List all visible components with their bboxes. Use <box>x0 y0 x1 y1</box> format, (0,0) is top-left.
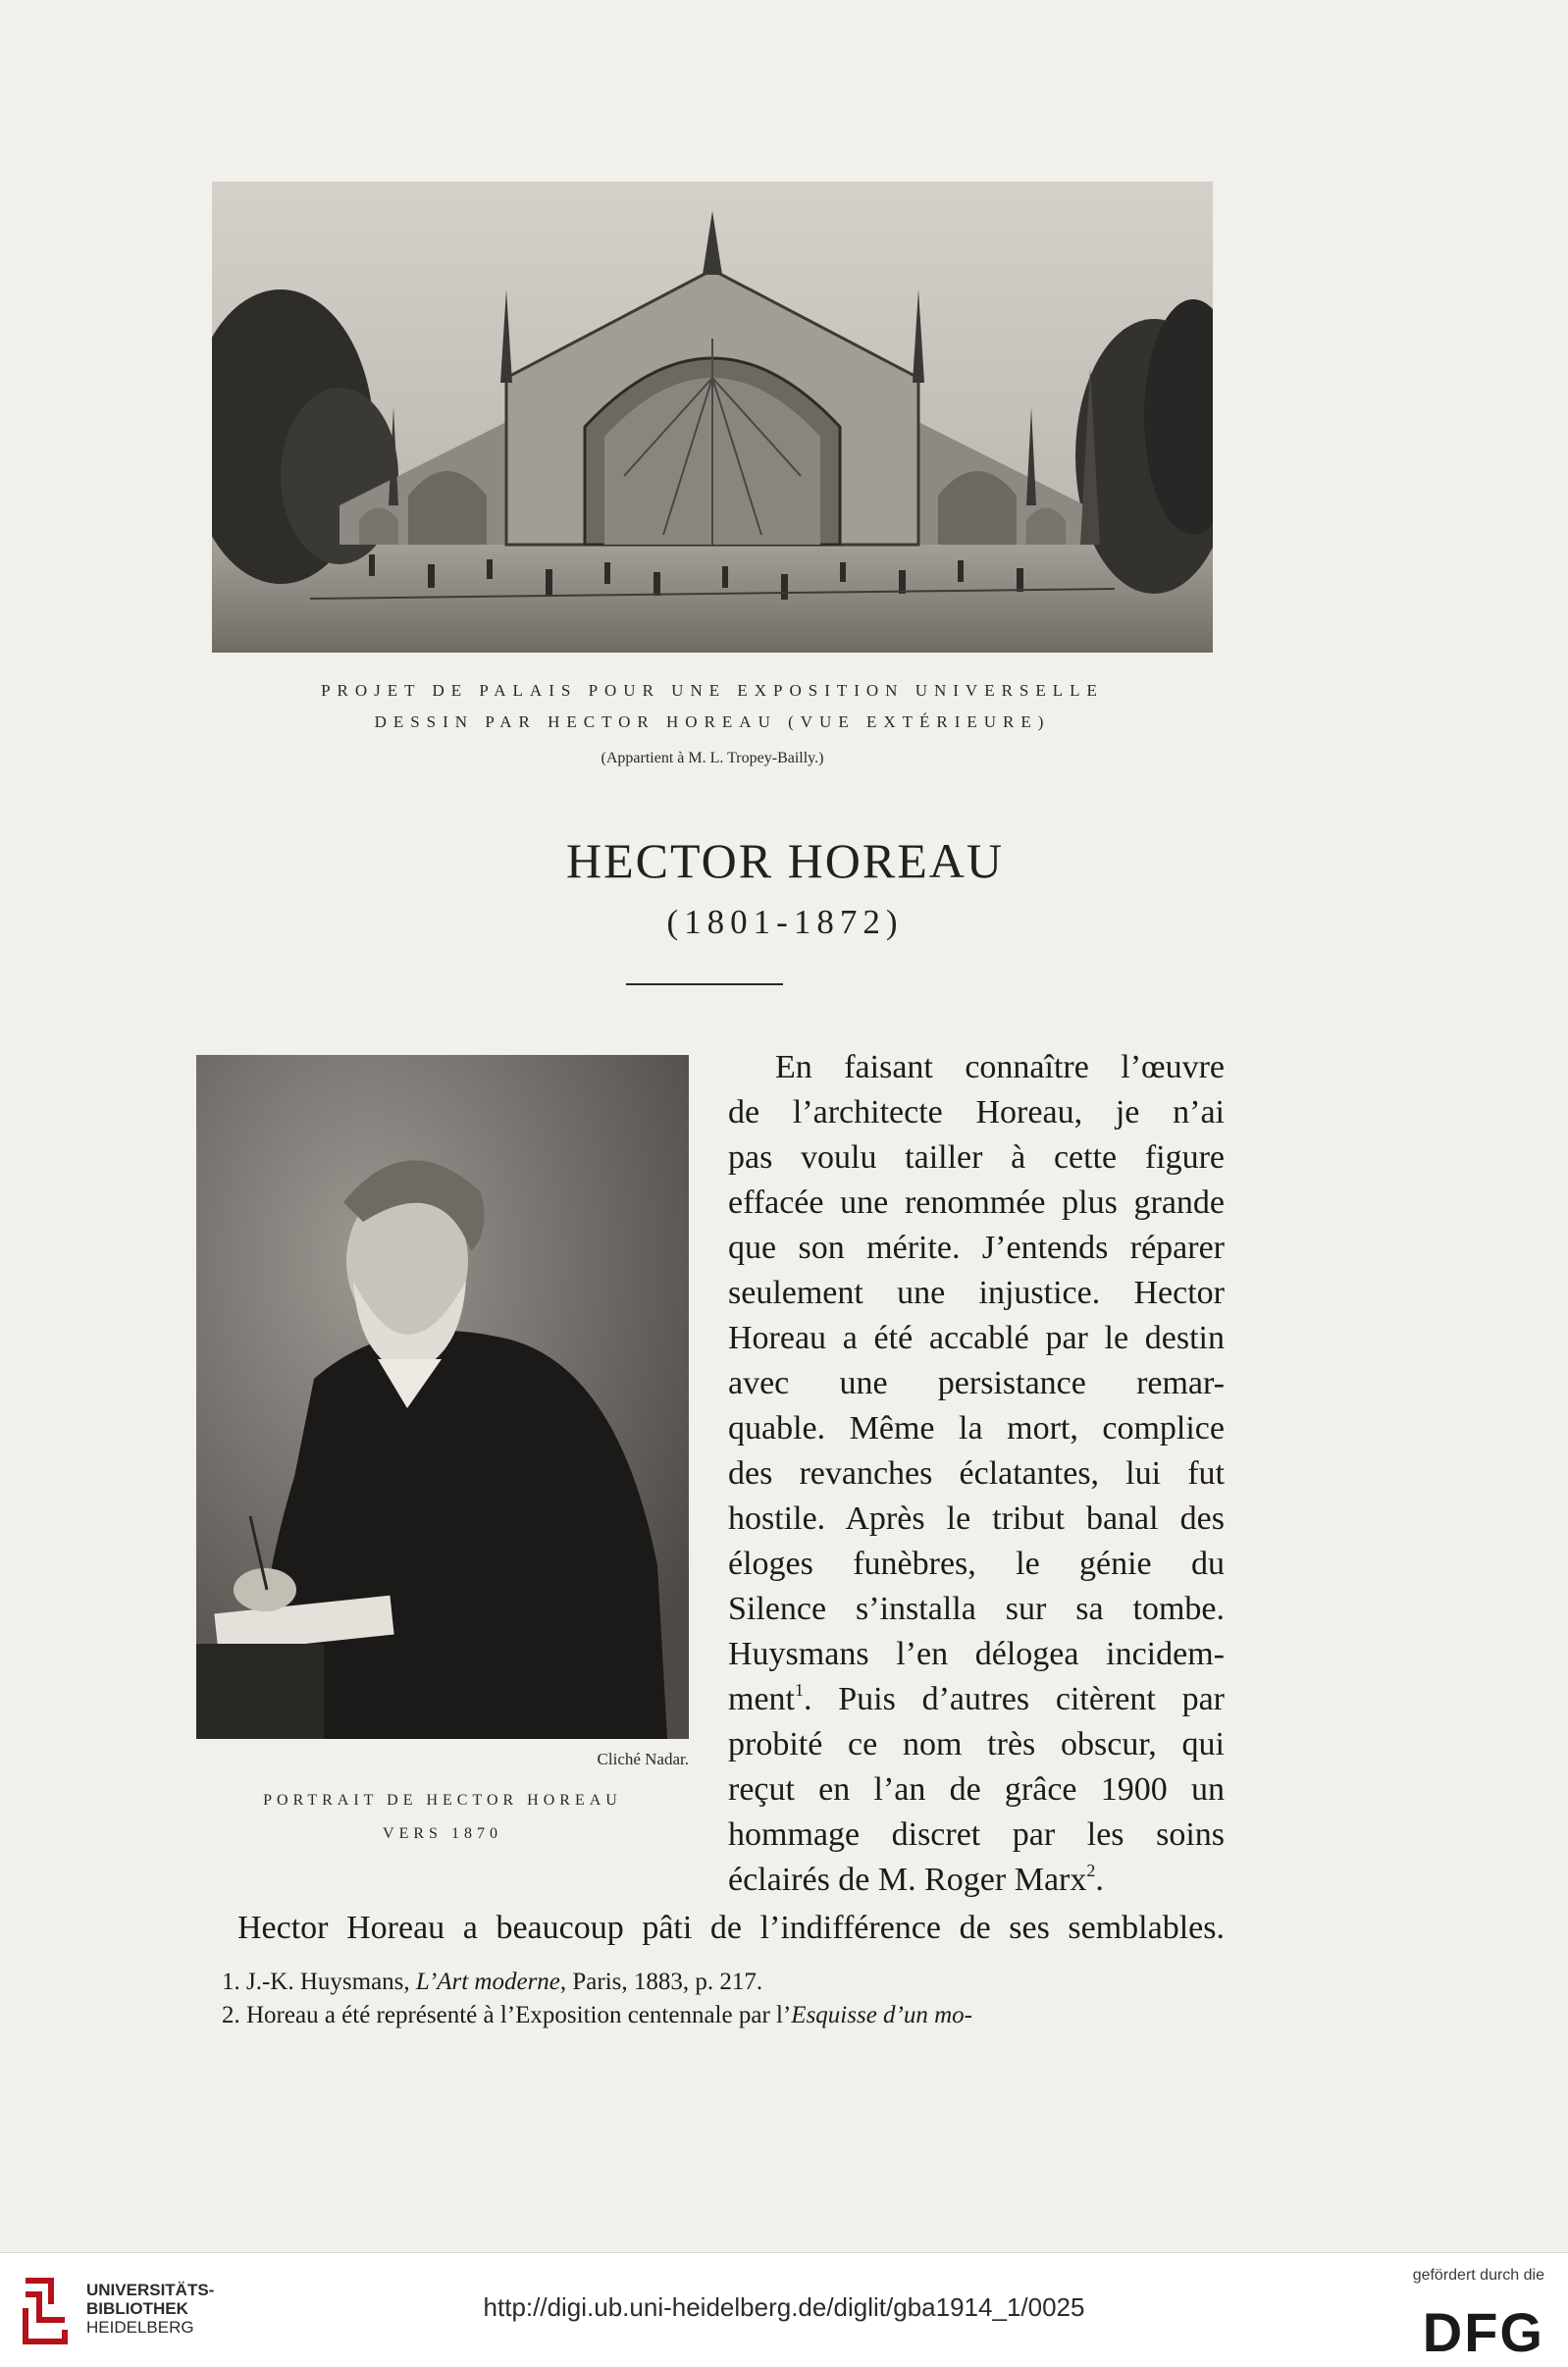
portrait-caption-line2: VERS 1870 <box>383 1825 502 1842</box>
body-line: seulement une injustice. Hector <box>728 1275 1225 1311</box>
permalink-url[interactable]: http://digi.ub.uni-heidelberg.de/diglit/gba1914_1/0025 <box>483 2292 1085 2322</box>
portrait-photo <box>196 1055 689 1739</box>
body-line: Horeau a été accablé par le destin <box>728 1320 1225 1356</box>
body-line: Silence s’installa sur sa tombe. <box>728 1591 1225 1627</box>
sponsor-label: gefördert durch die <box>1412 2267 1544 2284</box>
illustration-caption-line2: DESSIN PAR HECTOR HOREAU (VUE EXTÉRIEURE) <box>374 712 1051 731</box>
body-text-column <box>728 1045 1225 1903</box>
footnote-ref-2: 2 <box>1086 1861 1096 1880</box>
body-line: que son mérite. J’entends réparer <box>728 1230 1225 1266</box>
palace-engraving-image <box>212 182 1213 653</box>
footnote-1 <box>222 1967 1225 1998</box>
footnote-2 <box>222 2000 1225 2031</box>
body-line-with-footnote-1 <box>728 1677 1225 1722</box>
logo-mark <box>26 2281 65 2341</box>
portrait-caption-line1: PORTRAIT DE HECTOR HOREAU <box>263 1792 622 1809</box>
library-name-line: UNIVERSITÄTS- <box>86 2281 215 2299</box>
library-name-line: BIBLIOTHEK <box>86 2299 188 2318</box>
body-full-width-line: Hector Horeau a beaucoup pâti de l’indifférence de ses semblables. <box>237 1910 1225 1946</box>
body-line: hommage discret par les soins <box>728 1816 1225 1853</box>
body-line: probité ce nom très obscur, qui <box>728 1726 1225 1762</box>
university-library-logo-icon <box>18 2275 75 2347</box>
body-line: de l’architecte Horeau, je n’ai <box>728 1094 1225 1131</box>
body-line: avec une persistance remar- <box>728 1365 1225 1401</box>
article-title: HECTOR HOREAU <box>566 833 1004 888</box>
body-line: quable. Même la mort, complice <box>728 1410 1225 1446</box>
body-line: éloges funèbres, le génie du <box>728 1546 1225 1582</box>
body-line-with-footnote-2 <box>728 1858 1225 1903</box>
body-line: En faisant connaître l’œuvre <box>775 1049 1225 1085</box>
body-line: hostile. Après le tribut banal des <box>728 1500 1225 1537</box>
body-line: reçut en l’an de grâce 1900 un <box>728 1771 1225 1808</box>
photo-credit: Cliché Nadar. <box>597 1750 689 1768</box>
body-line: Huysmans l’en délogea incidem- <box>728 1636 1225 1672</box>
dfg-logo: DFG <box>1422 2301 1544 2363</box>
body-line-text: ment <box>728 1681 795 1717</box>
article-dates: (1801-1872) <box>666 903 904 941</box>
footnote-text: 2. Horeau a été représenté à l’Exposition centennale par l’ <box>222 2002 792 2028</box>
footnote-title: L’Art moderne <box>415 1969 560 1995</box>
footnote-title: Esquisse d’un mo- <box>791 2002 973 2028</box>
footnote-text: 1. J.-K. Huysmans, <box>222 1969 416 1995</box>
library-name <box>86 2281 214 2337</box>
illustration-caption-line1: PROJET DE PALAIS POUR UNE EXPOSITION UNIVERSELLE <box>321 681 1104 700</box>
body-line: effacée une renommée plus grande <box>728 1184 1225 1221</box>
body-line-text: éclairés de M. Roger Marx <box>728 1862 1087 1898</box>
footnote-text: , Paris, 1883, p. 217. <box>559 1969 763 1995</box>
title-divider <box>626 983 783 985</box>
footer-bar <box>0 2252 1568 2367</box>
body-line: pas voulu tailler à cette figure <box>728 1139 1225 1176</box>
body-line-text: . <box>1095 1862 1104 1898</box>
illustration-ownership-note: (Appartient à M. L. Tropey-Bailly.) <box>601 750 824 766</box>
footnote-ref-1: 1 <box>794 1680 804 1700</box>
body-line-text: . Puis d’autres citèrent par <box>803 1681 1225 1717</box>
library-name-line: HEIDELBERG <box>86 2318 194 2337</box>
body-line: des revanches éclatantes, lui fut <box>728 1455 1225 1492</box>
